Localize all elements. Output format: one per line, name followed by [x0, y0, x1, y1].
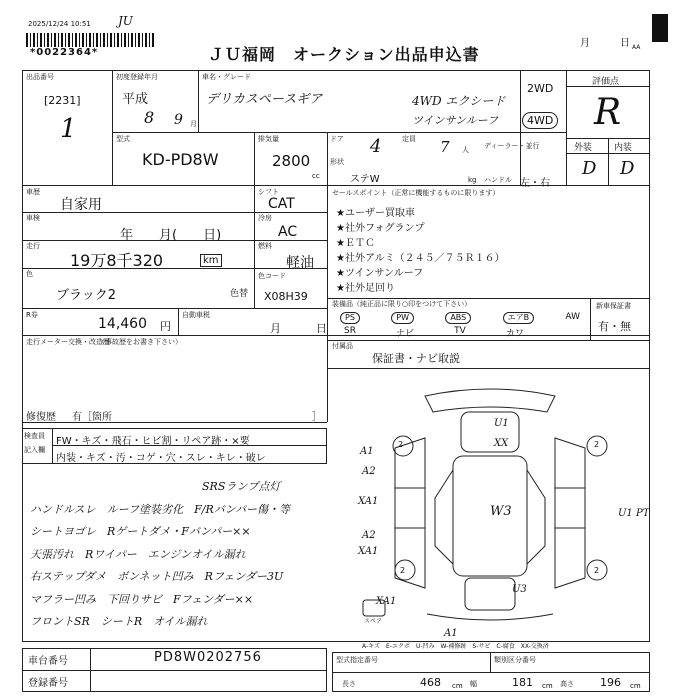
- recycle-label: R券: [26, 311, 38, 319]
- model-label: 型式: [116, 135, 130, 143]
- first-reg-month: 9: [174, 112, 183, 128]
- class-label: 類別区分番号: [494, 656, 536, 664]
- fuel-label: 燃料: [258, 242, 272, 250]
- first-reg-label: 初度登録年月: [116, 73, 158, 81]
- color-value: ブラック2: [56, 288, 117, 303]
- doors-value: 4: [370, 136, 382, 157]
- mileage-label: 走行: [26, 242, 40, 250]
- displacement-label: 排気量: [258, 135, 279, 143]
- vehicle-sub-grade: ツインサンルーフ: [412, 114, 499, 127]
- width-value: 181: [512, 676, 533, 689]
- handle-label: ハンドル: [484, 176, 512, 184]
- drive-4wd-circled: 4WD: [522, 112, 558, 129]
- equip-sr: SR: [344, 326, 356, 336]
- sales-point-item: ★社外アルミ（２４５／７５Ｒ１６）: [336, 253, 505, 264]
- shift-label: シフト: [258, 188, 279, 196]
- shift-value: CAT: [268, 196, 295, 212]
- mark-circle-fl: 2: [398, 440, 404, 449]
- capacity-value: 7: [440, 138, 450, 156]
- shape-value: ステW: [350, 174, 380, 185]
- sales-points-list: [336, 206, 505, 296]
- lot-label: 出品番号: [26, 73, 54, 81]
- equip-tv: TV: [454, 326, 466, 336]
- equip-pw: PW: [391, 312, 414, 324]
- interior-grade: D: [620, 158, 635, 179]
- entry-label: 記入欄: [24, 446, 45, 454]
- accessories-label: 付属品: [332, 342, 353, 350]
- registration-label: 登録番号: [28, 678, 68, 689]
- first-reg-month-unit: 月: [190, 120, 197, 128]
- usage-label: 車歴: [26, 188, 40, 196]
- width-label: 幅: [470, 680, 477, 688]
- corner-block: [652, 14, 668, 42]
- note-line: SRSランプ点灯: [202, 480, 281, 493]
- tax-day: 日: [316, 322, 327, 335]
- interior-label: 内装: [614, 143, 633, 153]
- usage-value: 自家用: [60, 197, 102, 213]
- color-label: 色: [26, 270, 33, 278]
- history-note: （事故歴をお書き下さい）: [98, 338, 182, 346]
- day-suffix: AA: [632, 44, 641, 51]
- mark-xa1-left: XA1: [358, 496, 379, 507]
- length-value: 468: [420, 676, 441, 689]
- shape-label: 形状: [330, 158, 344, 166]
- barcode: [26, 33, 156, 47]
- equip-ps: PS: [340, 312, 360, 324]
- capacity-label: 定員: [402, 135, 416, 143]
- note-line: フロントSR シートR オイル漏れ: [30, 615, 208, 628]
- doors-label: ドア: [330, 135, 344, 143]
- sales-point-item: ★ユーザー買取車: [336, 208, 415, 219]
- tax-month: 月: [270, 322, 281, 335]
- tax-label: 自動車税: [182, 311, 210, 319]
- serial-number: *0022364*: [30, 47, 99, 58]
- note-line: マフラー凹み 下回りサビ Fフェンダー××: [30, 592, 254, 606]
- vehicle-grade: 4WD エクシード: [412, 94, 506, 108]
- chassis-number: PD8W0202756: [154, 650, 262, 665]
- sales-points-label: セールスポイント（正常に機能するものに限ります）: [332, 189, 500, 197]
- mileage-unit: km: [200, 254, 222, 267]
- fw-line: FW・キズ・飛石・ヒビ割・リペア跡・×要: [56, 436, 250, 447]
- inspection-label: 車検: [26, 214, 40, 222]
- recycle-unit: 円: [160, 320, 171, 333]
- mark-roof-top: XX: [494, 438, 509, 449]
- weight-unit: kg: [468, 176, 477, 184]
- equip-leather: カワ: [505, 329, 524, 339]
- mark-a1-bottom: A1: [444, 628, 458, 639]
- mark-circle-fr: 2: [594, 440, 600, 449]
- repair-close: ］: [312, 412, 322, 423]
- length-unit: cm: [452, 682, 463, 690]
- mark-a2-left-lower: A2: [362, 530, 376, 541]
- height-label: 高さ: [560, 680, 574, 688]
- note-line: 右ステップダメ ボンネット凹み Rフェンダー3U: [30, 570, 284, 583]
- rating-label: 評価点: [592, 77, 620, 87]
- first-reg-era: 平成: [122, 92, 149, 107]
- sales-point-item: ★ＥＴＣ: [336, 238, 375, 249]
- mark-xa1-left-lower: XA1: [358, 546, 379, 557]
- repair-label: 修復歴: [26, 412, 56, 423]
- equipment-top-row: [340, 312, 580, 324]
- model-value: KD-PD8W: [142, 150, 219, 169]
- equip-navi: ナビ: [396, 329, 415, 339]
- mark-hood: U1: [494, 418, 509, 429]
- displacement-value: 2800: [272, 152, 311, 170]
- inspection-value: 年 月( 日): [120, 228, 222, 243]
- capacity-unit: 人: [462, 146, 469, 154]
- displacement-unit: cc: [312, 172, 320, 180]
- rating-value: R: [594, 92, 622, 133]
- height-value: 196: [600, 676, 621, 689]
- handwritten-mark: JU: [118, 14, 133, 28]
- form-spec-label: 型式指定番号: [336, 656, 378, 664]
- mark-u3-rear: U3: [512, 584, 527, 595]
- lot-number: 1: [60, 114, 77, 144]
- aircon-label: 冷房: [258, 214, 272, 222]
- dealer-label: ディーラー・並行: [484, 142, 540, 150]
- sales-point-item: ★社外フォグランプ: [336, 223, 425, 234]
- width-unit: cm: [542, 682, 553, 690]
- month-label: 月: [580, 38, 590, 49]
- vehicle-name-label: 車名・グレード: [202, 73, 251, 81]
- spare-label: スペア: [364, 618, 383, 625]
- vehicle-name: デリカスペースギア: [206, 92, 323, 107]
- new-car-warranty-value: 有・無: [598, 320, 631, 333]
- sales-point-item: ★ツインサンルーフ: [336, 268, 424, 279]
- timestamp: 2025/12/24 10:51: [28, 20, 91, 28]
- height-unit: cm: [630, 682, 641, 690]
- first-reg-year: 8: [144, 108, 155, 127]
- equipment-label: 装備品（純正品に限り○印をつけて下さい）: [332, 300, 472, 308]
- handle-value: 左・右: [520, 178, 550, 189]
- sales-point-item: ★社外足回り: [336, 283, 395, 294]
- note-line: ハンドルスレ ルーフ塗装劣化 F/Rバンパー傷・等: [30, 502, 290, 516]
- mark-xa1-rear: XA1: [376, 596, 397, 607]
- equip-airbag: エアB: [503, 312, 535, 324]
- mark-a1-left: A1: [360, 446, 374, 457]
- repair-value: 有［箇所: [72, 412, 112, 423]
- note-line: 天張汚れ Rワイパー エンジンオイル漏れ: [30, 547, 246, 561]
- mark-w3-roof: W3: [490, 504, 512, 519]
- notes-list: [30, 476, 330, 634]
- mark-circle-rl: 2: [400, 566, 406, 575]
- accessories-value: 保証書・ナビ取説: [372, 352, 460, 365]
- chassis-label: 車台番号: [28, 656, 68, 667]
- recycle-value: 14,460: [98, 316, 147, 332]
- history-label: 走行メーター交換・改造歴: [26, 338, 110, 346]
- exterior-label: 外装: [574, 143, 593, 153]
- note-line: シートヨゴレ Rゲートダメ・Fバンパー××: [30, 525, 251, 538]
- interior-line: 内装・キズ・汚・コゲ・穴・スレ・キレ・破レ: [56, 453, 266, 464]
- form-title: ＪＵ福岡 オークション出品申込書: [208, 45, 480, 64]
- equipment-bottom-row: [344, 326, 564, 339]
- equip-aw: AW: [565, 312, 580, 322]
- day-label: 日: [620, 38, 630, 49]
- length-label: 長さ: [342, 680, 356, 688]
- color-code-value: X08H39: [264, 290, 308, 303]
- drive-2wd: 2WD: [527, 82, 554, 95]
- aircon-value: AC: [278, 224, 298, 240]
- mark-a2-left: A2: [362, 466, 376, 477]
- mark-circle-rr: 2: [594, 566, 600, 575]
- color-code-label: 色コード: [258, 272, 286, 280]
- new-car-warranty-label: 新車保証書: [596, 302, 631, 310]
- color-change-label: 色替: [230, 289, 249, 299]
- mileage-value: 19万8千320: [70, 251, 164, 270]
- exterior-grade: D: [582, 158, 597, 179]
- damage-legend: A-キズ E-エクボ U-凹み W-補修跡 S-サビ C-腐食 XX-交換済: [362, 643, 549, 650]
- fuel-value: 軽油: [286, 255, 314, 271]
- inspector-label: 検査員: [24, 432, 45, 440]
- lot-code: [2231]: [44, 94, 81, 107]
- mark-u1-right: U1 PT: [618, 508, 650, 519]
- equip-abs: ABS: [445, 312, 471, 324]
